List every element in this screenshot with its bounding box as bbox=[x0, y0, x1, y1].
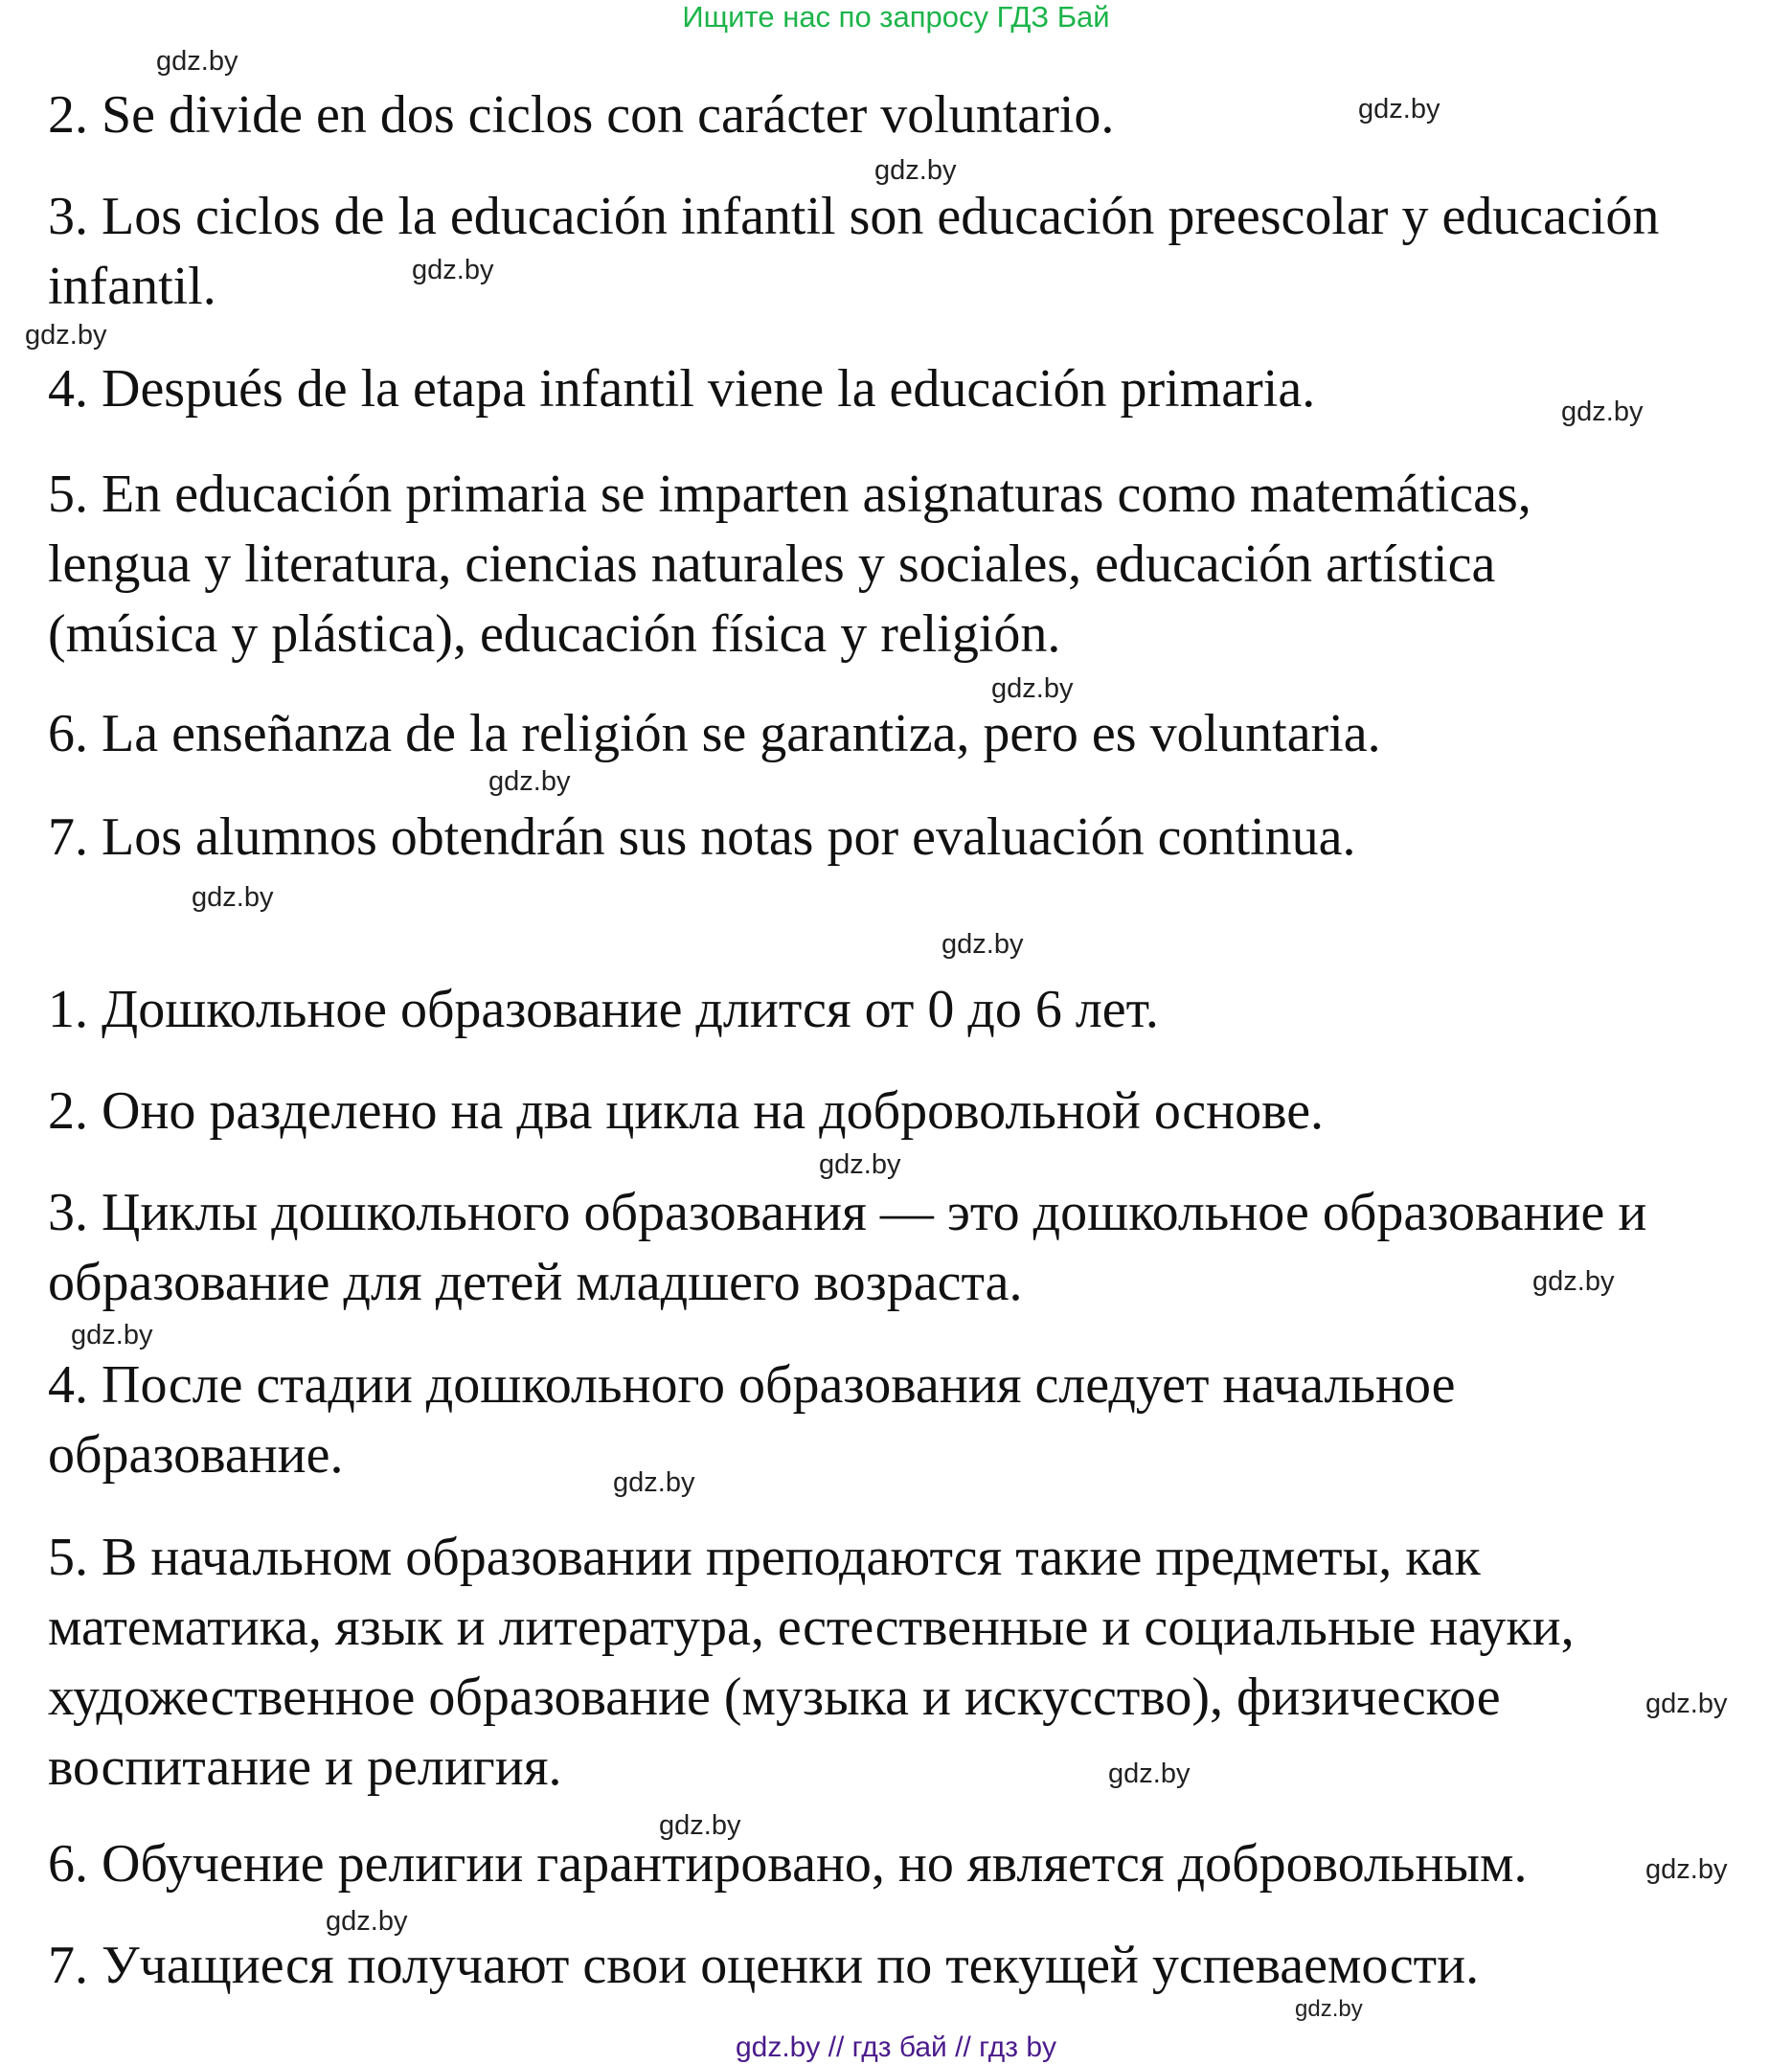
es-item-2-line: 2. Se divide en dos ciclos con carácter voluntario. bbox=[48, 85, 1115, 145]
search-banner: Ищите нас по запросу ГДЗ Бай bbox=[682, 0, 1110, 34]
ru-item-7-line: 7. Учащиеся получают свои оценки по текущей успеваемости. bbox=[48, 1936, 1480, 1995]
watermark: gdz.by bbox=[819, 1149, 901, 1180]
watermark: gdz.by bbox=[192, 882, 274, 913]
es-item-5-line-2: lengua y literatura, ciencias naturales y sociales, educación artística bbox=[48, 534, 1496, 594]
ru-item-6-line: 6. Обучение религии гарантировано, но является добровольным. bbox=[48, 1834, 1528, 1894]
footer-watermark: gdz.by // гдз бай // гдз by bbox=[735, 2031, 1057, 2063]
watermark: gdz.by bbox=[488, 766, 571, 797]
es-item-3 bbox=[48, 182, 1772, 322]
ru-item-2-line: 2. Оно разделено на два цикла на добровольной основе. bbox=[48, 1081, 1325, 1141]
es-item-3-line-2: infantil. bbox=[48, 257, 216, 316]
es-item-5-line-1: 5. En educación primaria se imparten asignaturas como matemáticas, bbox=[48, 465, 1531, 524]
watermark: gdz.by bbox=[1295, 1996, 1363, 2022]
es-item-5-line-3: (música y plástica), educación física y religión. bbox=[48, 604, 1061, 664]
ru-item-3 bbox=[48, 1178, 1772, 1318]
watermark: gdz.by bbox=[874, 155, 957, 186]
ru-item-2 bbox=[48, 1077, 1772, 1146]
es-item-3-line-1: 3. Los ciclos de la educación infantil son educación preescolar y educación bbox=[48, 187, 1660, 246]
es-item-4-line: 4. Después de la etapa infantil viene la educación primaria. bbox=[48, 359, 1316, 419]
watermark: gdz.by bbox=[1645, 1689, 1728, 1719]
ru-item-6 bbox=[48, 1829, 1772, 1899]
watermark: gdz.by bbox=[1645, 1854, 1728, 1885]
watermark: gdz.by bbox=[71, 1320, 153, 1350]
ru-item-5-line-2: математика, язык и литература, естественные и социальные науки, bbox=[48, 1598, 1575, 1657]
es-item-7 bbox=[48, 803, 1772, 873]
watermark: gdz.by bbox=[412, 255, 494, 285]
ru-item-4-line-2: образование. bbox=[48, 1425, 344, 1485]
ru-item-1 bbox=[48, 975, 1772, 1045]
watermark: gdz.by bbox=[941, 929, 1024, 960]
ru-item-5-line-1: 5. В начальном образовании преподаются такие предметы, как bbox=[48, 1528, 1481, 1587]
ru-item-1-line: 1. Дошкольное образование длится от 0 до 6 лет. bbox=[48, 980, 1159, 1039]
ru-item-7 bbox=[48, 1931, 1772, 2001]
es-item-2 bbox=[48, 80, 1772, 150]
ru-item-4 bbox=[48, 1350, 1772, 1490]
ru-item-5-line-4: воспитание и религия. bbox=[48, 1737, 562, 1797]
ru-item-5 bbox=[48, 1523, 1772, 1803]
es-item-6 bbox=[48, 699, 1772, 769]
watermark: gdz.by bbox=[1358, 94, 1440, 125]
es-item-7-line: 7. Los alumnos obtendrán sus notas por evaluación continua. bbox=[48, 807, 1356, 867]
ru-item-5-line-3: художественное образование (музыка и искусство), физическое bbox=[48, 1668, 1501, 1727]
watermark: gdz.by bbox=[659, 1810, 741, 1841]
ru-item-3-line-2: образование для детей младшего возраста. bbox=[48, 1253, 1023, 1312]
es-item-5 bbox=[48, 460, 1772, 669]
ru-item-4-line-1: 4. После стадии дошкольного образования следует начальное bbox=[48, 1355, 1456, 1415]
watermark: gdz.by bbox=[1108, 1759, 1191, 1789]
ru-item-3-line-1: 3. Циклы дошкольного образования — это дошкольное образование и bbox=[48, 1183, 1647, 1242]
es-item-4 bbox=[48, 354, 1772, 424]
watermark: gdz.by bbox=[613, 1467, 695, 1498]
watermark: gdz.by bbox=[25, 320, 107, 351]
watermark: gdz.by bbox=[1532, 1266, 1615, 1297]
watermark: gdz.by bbox=[156, 46, 238, 77]
watermark: gdz.by bbox=[326, 1906, 408, 1937]
es-item-6-line: 6. La enseñanza de la religión se garantiza, pero es voluntaria. bbox=[48, 704, 1381, 763]
watermark: gdz.by bbox=[991, 673, 1074, 704]
watermark: gdz.by bbox=[1561, 397, 1644, 427]
